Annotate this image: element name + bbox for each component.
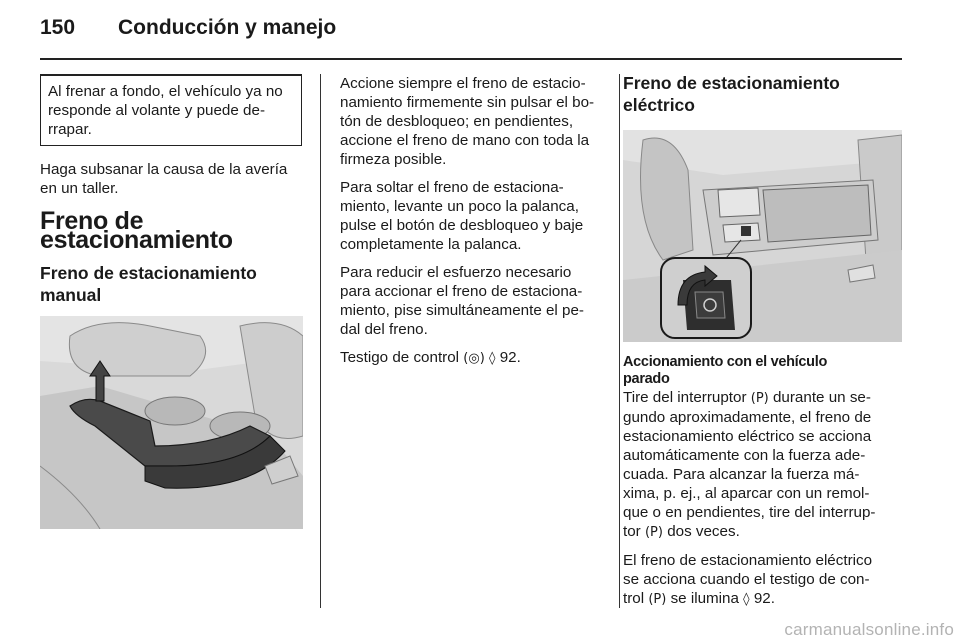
text-line: Accione siempre el freno de estacio- — [340, 75, 586, 92]
stationary-operation-heading — [623, 354, 904, 388]
paragraph — [340, 178, 602, 254]
manual-brake-heading — [40, 262, 302, 306]
text: dos veces. — [667, 523, 740, 540]
paragraph — [340, 74, 602, 169]
warning-box — [40, 74, 302, 146]
text-line: Para reducir el esfuerzo necesario — [340, 264, 572, 281]
text-line: miento, levante un poco la palanca, — [340, 198, 579, 215]
paragraph — [623, 388, 904, 542]
header-rule — [40, 58, 902, 60]
page-ref-icon: ◊ — [743, 592, 750, 607]
text: Tire del interruptor — [623, 389, 747, 406]
page-number: 150 — [40, 16, 76, 39]
text-line: miento, pise simultáneamente el pe- — [340, 302, 584, 319]
parking-brake-warning-icon: (P) — [648, 592, 667, 607]
column-3 — [623, 74, 904, 618]
heading-line: eléctrico — [623, 95, 695, 115]
paragraph — [340, 263, 602, 339]
text-line: tón de desbloqueo; en pendientes, — [340, 113, 574, 130]
page-header — [40, 16, 920, 46]
repair-paragraph — [40, 160, 302, 198]
text-line: Para soltar el freno de estaciona- — [340, 179, 564, 196]
text-line: que o en pendientes, tire del interrup- — [623, 504, 876, 521]
warning-line: responde al volante y puede de- — [48, 102, 266, 119]
text: trol — [623, 590, 645, 607]
text-line — [623, 589, 904, 609]
heading-line: parado — [623, 371, 670, 387]
watermark: carmanualsonline.info — [784, 620, 954, 639]
brake-warning-icon: (◎) — [463, 351, 485, 366]
parking-brake-switch-icon: (P) — [750, 391, 769, 406]
text-line: xima, p. ej., al aparcar con un remol- — [623, 485, 870, 502]
text-line: El freno de estacionamiento eléctrico — [623, 552, 873, 569]
warning-line: rrapar. — [48, 121, 92, 138]
text: durante un se- — [772, 389, 871, 406]
heading-line: Freno de estacionamiento — [40, 263, 257, 283]
control-light-paragraph — [340, 348, 602, 368]
paragraph — [623, 551, 904, 609]
text: tor — [623, 523, 641, 540]
parking-brake-switch-icon: (P) — [644, 525, 663, 540]
column-divider — [320, 74, 321, 608]
page-ref-icon: ◊ — [489, 351, 496, 366]
text-line: completamente la palanca. — [340, 236, 522, 253]
text-line: para accionar el freno de estaciona- — [340, 283, 583, 300]
text-line: cuada. Para alcanzar la fuerza má- — [623, 466, 860, 483]
text-line: pulse el botón de desbloqueo y baje — [340, 217, 584, 234]
section-heading: Freno de estacionamiento — [40, 207, 233, 254]
text-line: en un taller. — [40, 180, 119, 197]
text-line: estacionamiento eléctrico se acciona — [623, 428, 872, 445]
chapter-title: Conducción y manejo — [118, 16, 337, 39]
heading-line: Accionamiento con el vehículo — [623, 354, 828, 370]
column-divider — [619, 74, 620, 608]
text-line: automáticamente con la fuerza ade- — [623, 447, 866, 464]
column-1 — [40, 74, 302, 529]
heading-line: Freno de estacionamiento — [623, 73, 840, 93]
text-line: firmeza posible. — [340, 151, 447, 168]
page-ref[interactable]: 92. — [499, 349, 521, 366]
page-ref[interactable]: 92. — [753, 590, 775, 607]
text-line: dal del freno. — [340, 321, 428, 338]
text-line: se acciona cuando el testigo de con- — [623, 571, 870, 588]
text-line — [623, 522, 904, 542]
warning-line: Al frenar a fondo, el vehículo ya no — [48, 83, 283, 100]
manual-handbrake-illustration — [40, 316, 303, 529]
text-line: accione el freno de mano con toda la — [340, 132, 590, 149]
text-line — [623, 388, 904, 408]
heading-line: manual — [40, 285, 102, 305]
text-line: gundo aproximadamente, el freno de — [623, 409, 872, 426]
text: Testigo de control — [340, 349, 460, 366]
text: se ilumina — [670, 590, 739, 607]
electric-brake-heading — [623, 72, 904, 116]
text-line: Haga subsanar la causa de la avería — [40, 161, 288, 178]
electric-brake-illustration — [623, 130, 902, 342]
column-2 — [340, 74, 602, 377]
text-line: namiento firmemente sin pulsar el bo- — [340, 94, 595, 111]
